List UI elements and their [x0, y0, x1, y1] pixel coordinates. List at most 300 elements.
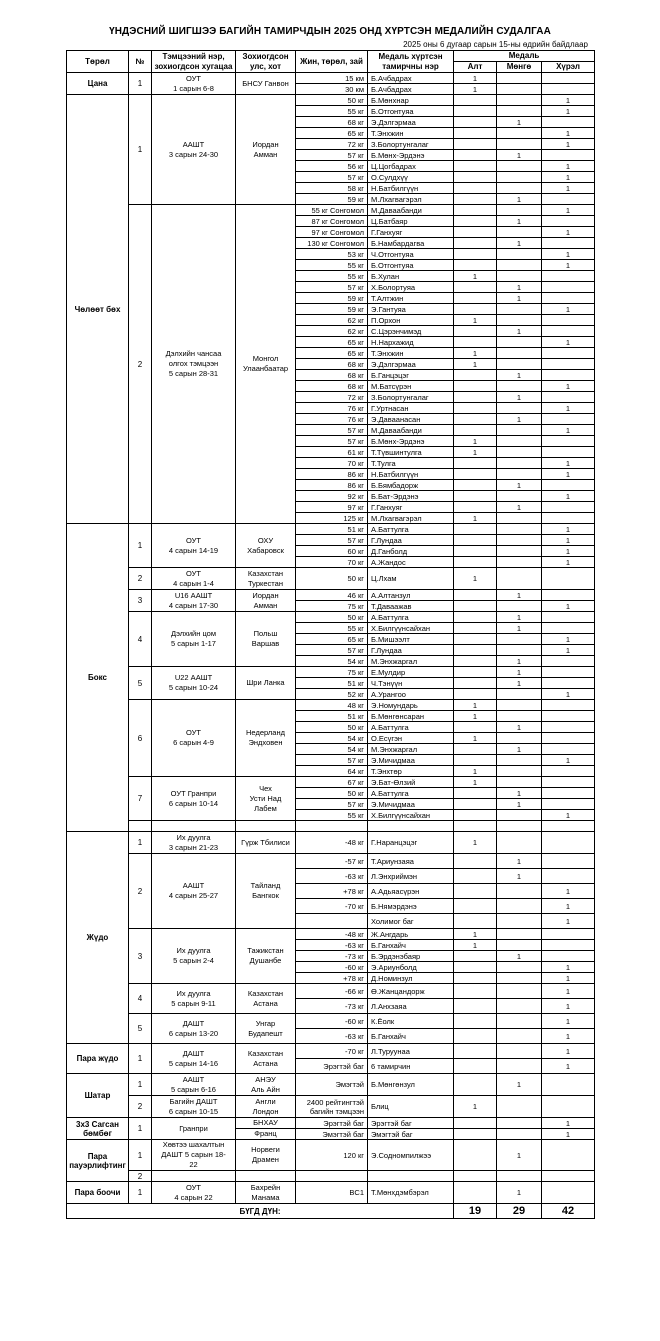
medal-row	[67, 205, 595, 216]
gold-medal	[454, 788, 497, 799]
gold-medal	[454, 282, 497, 293]
athlete-name: Л.Анхзаяа	[368, 999, 454, 1014]
bronze-medal: 1	[542, 973, 595, 984]
competition-place: Норвеги Драмен	[236, 1140, 296, 1171]
gold-medal	[454, 117, 497, 128]
athlete-name: М.Даваабанди	[368, 205, 454, 216]
athlete-name: Н.Батбилгүүн	[368, 469, 454, 480]
bronze-medal	[542, 150, 595, 161]
athlete-name: Д.Ганболд	[368, 546, 454, 557]
bronze-medal	[542, 854, 595, 869]
competition-name: Их дуулга 3 сарын 21-23	[152, 832, 236, 854]
gold-medal	[454, 469, 497, 480]
medal-row	[67, 568, 595, 590]
weight-class: 50 кг	[296, 95, 368, 106]
gold-medal	[454, 678, 497, 689]
weight-class: 53 кг	[296, 249, 368, 260]
competition-number: 2	[129, 205, 152, 524]
athlete-name: Д.Номинзул	[368, 973, 454, 984]
silver-medal	[497, 1129, 542, 1140]
gold-medal	[454, 535, 497, 546]
col-gold: Алт	[454, 62, 497, 73]
weight-class: BC1	[296, 1182, 368, 1204]
gold-medal	[454, 884, 497, 899]
medal-row	[67, 832, 595, 854]
bronze-medal	[542, 799, 595, 810]
competition-number: 4	[129, 984, 152, 1014]
athlete-name: Г.Ганхуяг	[368, 502, 454, 513]
competition-number: 3	[129, 590, 152, 612]
gold-medal	[454, 491, 497, 502]
silver-medal: 1	[497, 667, 542, 678]
weight-class: 56 кг	[296, 161, 368, 172]
silver-medal	[497, 984, 542, 999]
competition-number: 1	[129, 524, 152, 568]
gold-medal	[454, 854, 497, 869]
bronze-medal	[542, 667, 595, 678]
sport-name: Бокс	[67, 524, 129, 832]
weight-class: 54 кг	[296, 656, 368, 667]
gold-medal	[454, 821, 497, 832]
competition-name: ААШТ 4 сарын 25-27	[152, 854, 236, 929]
gold-medal: 1	[454, 348, 497, 359]
bronze-medal	[542, 436, 595, 447]
col-sport: Төрөл	[67, 51, 129, 73]
competition-place: Тайланд Бангкок	[236, 854, 296, 929]
bronze-medal: 1	[542, 557, 595, 568]
bronze-medal: 1	[542, 1059, 595, 1074]
medal-row	[67, 1118, 595, 1129]
bronze-medal: 1	[542, 227, 595, 238]
athlete-name: Г.Наранцэцэг	[368, 832, 454, 854]
bronze-medal: 1	[542, 249, 595, 260]
weight-class: 76 кг	[296, 403, 368, 414]
athlete-name: Б.Мөнгөнсаран	[368, 711, 454, 722]
silver-medal	[497, 161, 542, 172]
silver-medal	[497, 733, 542, 744]
weight-class	[296, 821, 368, 832]
bronze-medal	[542, 1096, 595, 1118]
sport-name: 3х3 Сагсан бөмбөг	[67, 1118, 129, 1140]
weight-class: 86 кг	[296, 469, 368, 480]
bronze-medal: 1	[542, 1118, 595, 1129]
sport-name: Пара боочи	[67, 1182, 129, 1204]
medal-row	[67, 1044, 595, 1059]
athlete-name: А.Баттулга	[368, 788, 454, 799]
silver-medal	[497, 381, 542, 392]
gold-medal: 1	[454, 832, 497, 854]
athlete-name: Б.Ганцэцэг	[368, 370, 454, 381]
gold-medal	[454, 634, 497, 645]
bronze-medal: 1	[542, 381, 595, 392]
bronze-medal	[542, 940, 595, 951]
gold-medal	[454, 293, 497, 304]
gold-medal: 1	[454, 733, 497, 744]
gold-medal: 1	[454, 359, 497, 370]
bronze-medal: 1	[542, 601, 595, 612]
gold-medal: 1	[454, 315, 497, 326]
athlete-name: М.Энхжаргал	[368, 744, 454, 755]
gold-medal	[454, 403, 497, 414]
competition-number: 3	[129, 929, 152, 984]
competition-name: Хөвтээ шахалтын ДАШТ 5 сарын 18- 22	[152, 1140, 236, 1171]
weight-class	[296, 1171, 368, 1182]
gold-medal	[454, 425, 497, 436]
weight-class: 70 кг	[296, 458, 368, 469]
sport-name: Пара пауэрлифтинг	[67, 1140, 129, 1182]
competition-place: Казахстан Астана	[236, 984, 296, 1014]
weight-class: 62 кг	[296, 315, 368, 326]
weight-class: 55 кг	[296, 810, 368, 821]
weight-class: -63 кг	[296, 1029, 368, 1044]
bronze-medal	[542, 777, 595, 788]
weight-class: 50 кг	[296, 568, 368, 590]
weight-class: -63 кг	[296, 869, 368, 884]
silver-medal	[497, 73, 542, 84]
gold-medal: 1	[454, 436, 497, 447]
weight-class: 57 кг	[296, 645, 368, 656]
weight-class: 57 кг	[296, 282, 368, 293]
athlete-name: Б.Отгонтуяа	[368, 106, 454, 117]
bronze-medal: 1	[542, 260, 595, 271]
competition-name: ОУТ 6 сарын 4-9	[152, 700, 236, 777]
gold-medal	[454, 899, 497, 914]
medal-row	[67, 667, 595, 678]
gold-medal	[454, 645, 497, 656]
athlete-name: О.Сулдхүү	[368, 172, 454, 183]
athlete-name: Б.Мөнх-Эрдэнэ	[368, 436, 454, 447]
silver-medal: 1	[497, 502, 542, 513]
bronze-medal	[542, 1074, 595, 1096]
silver-medal	[497, 95, 542, 106]
athlete-name: А.Баттулга	[368, 722, 454, 733]
weight-class: 57 кг	[296, 436, 368, 447]
athlete-name: Б.Хулан	[368, 271, 454, 282]
gold-medal	[454, 601, 497, 612]
athlete-name: Блиц	[368, 1096, 454, 1118]
weight-class: 125 кг	[296, 513, 368, 524]
athlete-name: Т.Энхжин	[368, 348, 454, 359]
gold-medal	[454, 973, 497, 984]
bronze-medal: 1	[542, 106, 595, 117]
bronze-medal	[542, 788, 595, 799]
competition-place: БНХАУ	[236, 1118, 296, 1129]
gold-medal	[454, 1059, 497, 1074]
athlete-name: Ц.Батбаяр	[368, 216, 454, 227]
athlete-name: З.Болортунгалаг	[368, 392, 454, 403]
weight-class: 51 кг	[296, 711, 368, 722]
competition-place: АНЭУ Аль Айн	[236, 1074, 296, 1096]
silver-medal	[497, 557, 542, 568]
competition-number: 1	[129, 1140, 152, 1171]
gold-medal	[454, 458, 497, 469]
bronze-medal: 1	[542, 491, 595, 502]
athlete-name: О.Есүгэн	[368, 733, 454, 744]
bronze-medal: 1	[542, 1014, 595, 1029]
athlete-name: Г.Лундаа	[368, 645, 454, 656]
athlete-name: Б.Мишээлт	[368, 634, 454, 645]
athlete-name: Б.Мөнгөнзул	[368, 1074, 454, 1096]
silver-medal	[497, 777, 542, 788]
weight-class: -73 кг	[296, 999, 368, 1014]
athlete-name: Б.Намбардагва	[368, 238, 454, 249]
competition-number: 1	[129, 95, 152, 205]
medal-row	[67, 524, 595, 535]
bronze-medal: 1	[542, 1029, 595, 1044]
bronze-medal	[542, 744, 595, 755]
gold-medal	[454, 1044, 497, 1059]
competition-place: Казахстан Туркестан	[236, 568, 296, 590]
athlete-name: Б.Мөнхнар	[368, 95, 454, 106]
bronze-medal	[542, 568, 595, 590]
bronze-medal: 1	[542, 962, 595, 973]
gold-medal	[454, 744, 497, 755]
silver-medal	[497, 711, 542, 722]
bronze-medal: 1	[542, 999, 595, 1014]
athlete-name: Э.Даваанасан	[368, 414, 454, 425]
silver-medal: 1	[497, 1140, 542, 1171]
competition-place: Унгар Будапешт	[236, 1014, 296, 1044]
medal-row	[67, 1074, 595, 1096]
gold-medal	[454, 1182, 497, 1204]
athlete-name: М.Батсүрэн	[368, 381, 454, 392]
bronze-medal	[542, 590, 595, 601]
silver-medal	[497, 524, 542, 535]
weight-class: 70 кг	[296, 557, 368, 568]
competition-place: Шри Ланка	[236, 667, 296, 700]
gold-medal	[454, 1140, 497, 1171]
athlete-name: А.Баттулга	[368, 524, 454, 535]
athlete-name: Г.Ганхуяг	[368, 227, 454, 238]
silver-medal	[497, 810, 542, 821]
silver-medal	[497, 227, 542, 238]
athlete-name: Б.Ганхайч	[368, 1029, 454, 1044]
silver-medal: 1	[497, 1182, 542, 1204]
silver-medal: 1	[497, 326, 542, 337]
silver-medal: 1	[497, 799, 542, 810]
competition-number: 2	[129, 1096, 152, 1118]
athlete-name: Ч.Отгонтуяа	[368, 249, 454, 260]
weight-class: 58 кг	[296, 183, 368, 194]
athlete-name: Э.Содномпилжээ	[368, 1140, 454, 1171]
weight-class: 59 кг	[296, 293, 368, 304]
gold-medal	[454, 139, 497, 150]
gold-medal	[454, 667, 497, 678]
competition-place: БНСУ Ганвон	[236, 73, 296, 95]
silver-medal	[497, 458, 542, 469]
competition-number: 1	[129, 1044, 152, 1074]
silver-medal: 1	[497, 216, 542, 227]
competition-name: U22 ААШТ 5 сарын 10-24	[152, 667, 236, 700]
silver-medal: 1	[497, 238, 542, 249]
bronze-medal: 1	[542, 183, 595, 194]
bronze-medal	[542, 656, 595, 667]
gold-medal	[454, 546, 497, 557]
athlete-name: Э.Дэлгэрмаа	[368, 117, 454, 128]
athlete-name: Э.Бат-Өлзий	[368, 777, 454, 788]
gold-medal	[454, 161, 497, 172]
weight-class: 51 кг	[296, 678, 368, 689]
athlete-name: Эрэгтэй баг	[368, 1118, 454, 1129]
bronze-medal	[542, 869, 595, 884]
weight-class: 130 кг Сонгомол	[296, 238, 368, 249]
athlete-name: К.Ёолк	[368, 1014, 454, 1029]
competition-number: 1	[129, 1182, 152, 1204]
gold-medal	[454, 951, 497, 962]
athlete-name: Б.Мөнх-Эрдэнэ	[368, 150, 454, 161]
weight-class: 61 кг	[296, 447, 368, 458]
silver-medal: 1	[497, 150, 542, 161]
bronze-medal: 1	[542, 304, 595, 315]
athlete-name: Ж.Ангдарь	[368, 929, 454, 940]
athlete-name: Холимог баг	[368, 914, 454, 929]
athlete-name: Е.Мулдир	[368, 667, 454, 678]
competition-place	[236, 821, 296, 832]
gold-medal	[454, 755, 497, 766]
silver-medal: 1	[497, 370, 542, 381]
weight-class: 60 кг	[296, 546, 368, 557]
sport-name: Шатар	[67, 1074, 129, 1118]
gold-medal: 1	[454, 513, 497, 524]
competition-number: 4	[129, 612, 152, 667]
silver-medal	[497, 1118, 542, 1129]
weight-class: -66 кг	[296, 984, 368, 999]
weight-class: 65 кг	[296, 337, 368, 348]
bronze-medal: 1	[542, 139, 595, 150]
silver-medal	[497, 304, 542, 315]
athlete-name: Т.Түвшинтулга	[368, 447, 454, 458]
weight-class: 65 кг	[296, 634, 368, 645]
silver-medal	[497, 766, 542, 777]
competition-place: ОХУ Хабаровск	[236, 524, 296, 568]
bronze-medal: 1	[542, 884, 595, 899]
athlete-name: Б.Ганхайч	[368, 940, 454, 951]
col-no: №	[129, 51, 152, 73]
competition-name: Дэлхийн цом 5 сарын 1-17	[152, 612, 236, 667]
total-bronze: 42	[542, 1204, 595, 1219]
athlete-name: 6 тамирчин	[368, 1059, 454, 1074]
silver-medal: 1	[497, 1074, 542, 1096]
silver-medal	[497, 260, 542, 271]
athlete-name: Л.Туруунаа	[368, 1044, 454, 1059]
weight-class: 62 кг	[296, 326, 368, 337]
athlete-name: Л.Энхриймэн	[368, 869, 454, 884]
athlete-name: П.Орхон	[368, 315, 454, 326]
silver-medal	[497, 1059, 542, 1074]
weight-class: 52 кг	[296, 689, 368, 700]
competition-name: Их дуулга 5 сарын 2-4	[152, 929, 236, 984]
medal-row	[67, 1171, 595, 1182]
weight-class: -73 кг	[296, 951, 368, 962]
weight-class: 120 кг	[296, 1140, 368, 1171]
col-weight: Жин, төрөл, зай	[296, 51, 368, 73]
weight-class: 46 кг	[296, 590, 368, 601]
gold-medal	[454, 480, 497, 491]
bronze-medal: 1	[542, 634, 595, 645]
sport-name: Жүдо	[67, 832, 129, 1044]
bronze-medal	[542, 951, 595, 962]
gold-medal	[454, 381, 497, 392]
bronze-medal: 1	[542, 205, 595, 216]
athlete-name: Б.Отгонтуяа	[368, 260, 454, 271]
athlete-name: Э.Номундарь	[368, 700, 454, 711]
competition-place: Недерланд Эндховен	[236, 700, 296, 777]
weight-class: 68 кг	[296, 370, 368, 381]
bronze-medal: 1	[542, 645, 595, 656]
competition-name: ОУТ Гранпри 6 сарын 10-14	[152, 777, 236, 821]
bronze-medal	[542, 480, 595, 491]
weight-class: 48 кг	[296, 700, 368, 711]
silver-medal	[497, 645, 542, 656]
medal-row	[67, 854, 595, 869]
medal-row	[67, 612, 595, 623]
athlete-name: Т.Мөнхдэмбэрэл	[368, 1182, 454, 1204]
col-bronze: Хүрэл	[542, 62, 595, 73]
weight-class: Эрэгтэй баг	[296, 1059, 368, 1074]
medal-row	[67, 700, 595, 711]
silver-medal: 1	[497, 788, 542, 799]
bronze-medal: 1	[542, 95, 595, 106]
bronze-medal: 1	[542, 403, 595, 414]
competition-number: 1	[129, 73, 152, 95]
competition-number: 2	[129, 1171, 152, 1182]
competition-name: U16 ААШТ 4 сарын 17-30	[152, 590, 236, 612]
weight-class: 55 кг Сонгомол	[296, 205, 368, 216]
gold-medal	[454, 689, 497, 700]
weight-class: -70 кг	[296, 899, 368, 914]
silver-medal	[497, 128, 542, 139]
bronze-medal	[542, 929, 595, 940]
bronze-medal	[542, 315, 595, 326]
competition-place: Монгол Улаанбаатар	[236, 205, 296, 524]
bronze-medal: 1	[542, 899, 595, 914]
weight-class: 72 кг	[296, 392, 368, 403]
gold-medal	[454, 962, 497, 973]
athlete-name: Э.Ариунболд	[368, 962, 454, 973]
medal-row	[67, 929, 595, 940]
bronze-medal: 1	[542, 914, 595, 929]
silver-medal	[497, 1014, 542, 1029]
bronze-medal: 1	[542, 535, 595, 546]
athlete-name: Э.Дэлгэрмаа	[368, 359, 454, 370]
weight-class: 65 кг	[296, 348, 368, 359]
weight-class: 57 кг	[296, 755, 368, 766]
silver-medal	[497, 271, 542, 282]
bronze-medal	[542, 73, 595, 84]
silver-medal	[497, 139, 542, 150]
gold-medal	[454, 304, 497, 315]
silver-medal: 1	[497, 744, 542, 755]
silver-medal	[497, 403, 542, 414]
silver-medal	[497, 1029, 542, 1044]
athlete-name: Б.Эрдэнэбаяр	[368, 951, 454, 962]
silver-medal: 1	[497, 678, 542, 689]
competition-number: 6	[129, 700, 152, 777]
gold-medal	[454, 612, 497, 623]
medal-row	[67, 95, 595, 106]
silver-medal	[497, 700, 542, 711]
silver-medal: 1	[497, 612, 542, 623]
competition-number	[129, 821, 152, 832]
gold-medal	[454, 557, 497, 568]
bronze-medal: 1	[542, 546, 595, 557]
competition-number: 2	[129, 854, 152, 929]
silver-medal	[497, 106, 542, 117]
weight-class: -48 кг	[296, 929, 368, 940]
weight-class: 65 кг	[296, 128, 368, 139]
weight-class: Эмэгтэй баг	[296, 1129, 368, 1140]
weight-class: 50 кг	[296, 722, 368, 733]
